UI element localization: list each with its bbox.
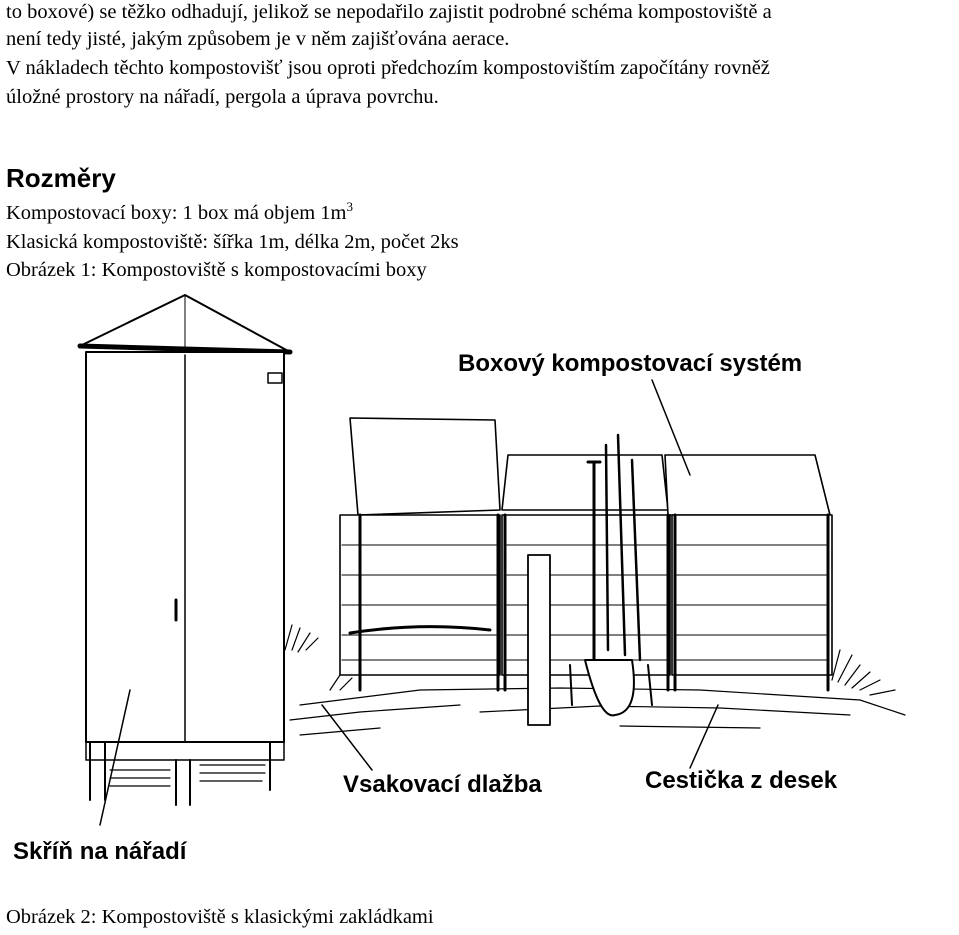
tool-shed bbox=[80, 295, 290, 805]
paragraph-line-2: není tedy jisté, jakým způsobem je v něm zajišťována aerace. bbox=[6, 28, 510, 50]
figure-2-caption: Obrázek 2: Kompostoviště s klasickými zakládkami bbox=[6, 906, 434, 928]
dimension-item-classic: Klasická kompostoviště: šířka 1m, délka 2m, počet 2ks bbox=[6, 231, 459, 253]
label-box-composting-system: Boxový kompostovací systém bbox=[458, 350, 803, 377]
label-tool-shed: Skříň na nářadí bbox=[13, 838, 187, 865]
compost-boxes bbox=[340, 418, 832, 690]
section-heading: Rozměry bbox=[6, 163, 116, 193]
figure-1-caption: Obrázek 1: Kompostoviště s kompostovacími boxy bbox=[6, 259, 427, 281]
paragraph-line-3: V nákladech těchto kompostovišť jsou oproti předchozím kompostovištím započítány rovněž bbox=[6, 57, 770, 79]
dimension-item-boxes bbox=[6, 201, 353, 225]
paragraph-line-4: úložné prostory na nářadí, pergola a úprava povrchu. bbox=[6, 86, 439, 108]
label-infiltration-paving: Vsakovací dlažba bbox=[343, 771, 542, 798]
dimension-item-boxes-text: Kompostovací boxy: 1 box má objem 1m bbox=[6, 202, 347, 224]
composting-area-illustration bbox=[0, 290, 959, 900]
superscript-3: 3 bbox=[346, 199, 353, 214]
label-board-path: Cestička z desek bbox=[645, 767, 838, 794]
paragraph-line-1: to boxové) se těžko odhadují, jelikož se nepodařilo zajistit podrobné schéma kompostoviště a bbox=[6, 1, 772, 23]
